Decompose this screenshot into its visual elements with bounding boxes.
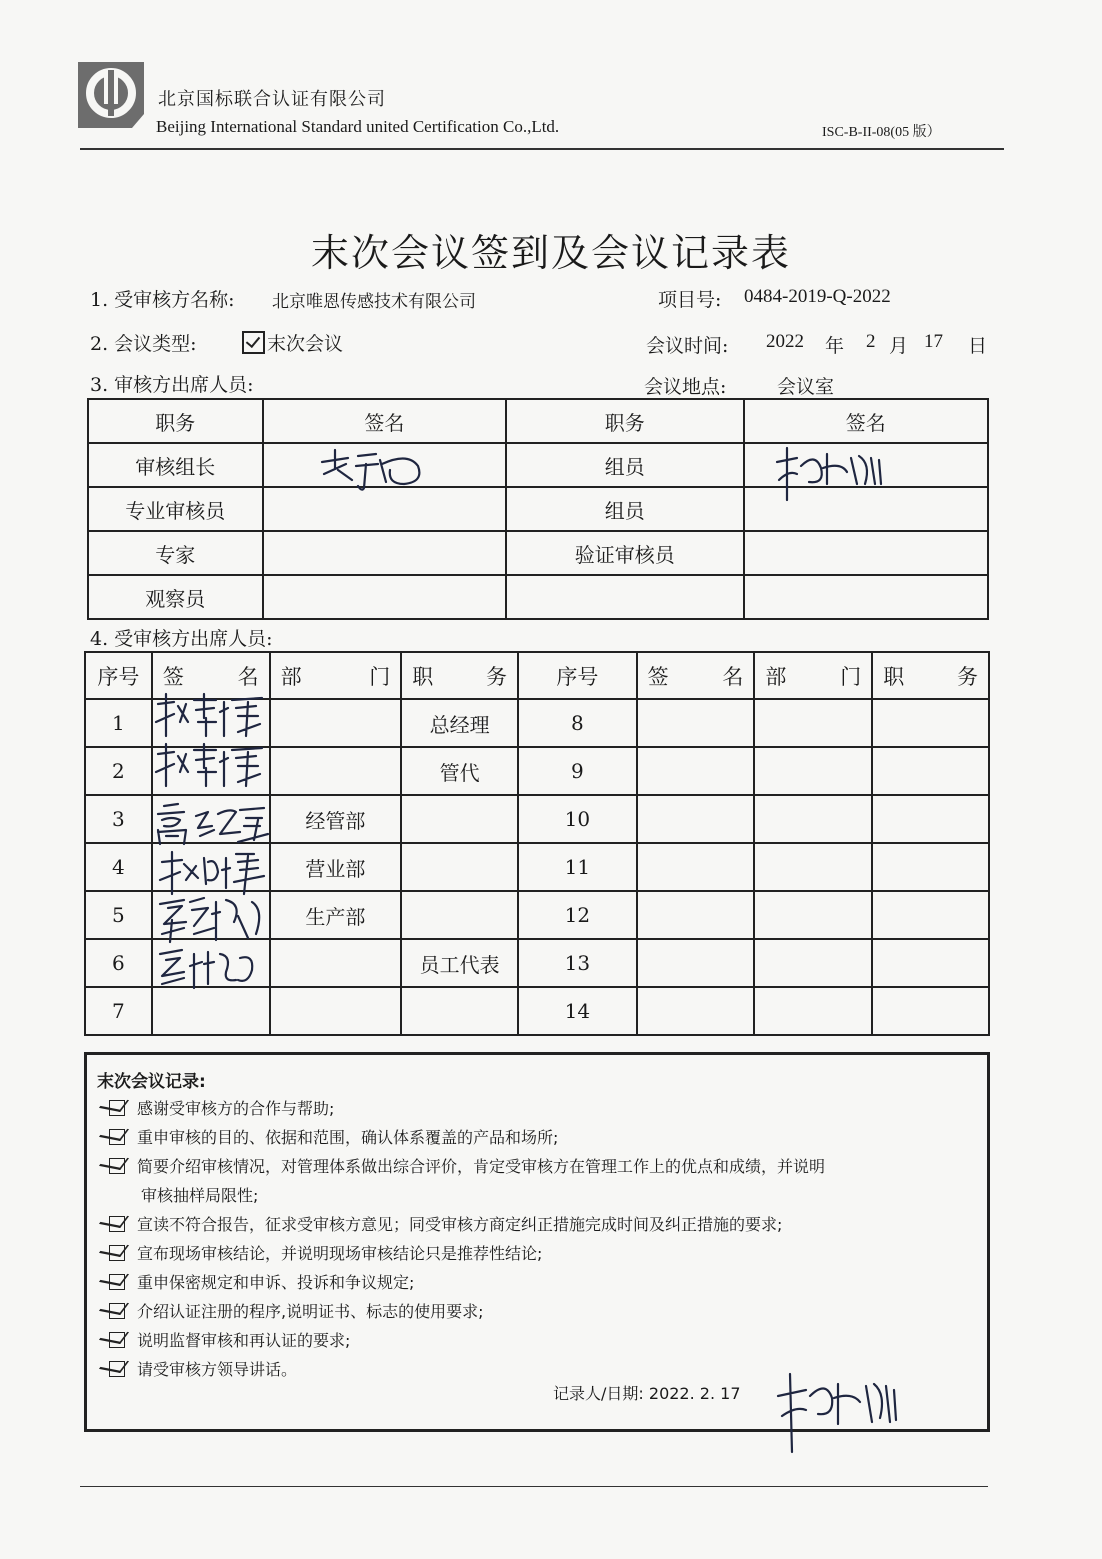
title-cell — [872, 987, 989, 1035]
role-cell: 审核组长 — [88, 443, 263, 487]
checkbox-icon — [109, 1158, 125, 1174]
row-number-cell: 6 — [85, 939, 152, 987]
checklist-item-text: 简要介绍审核情况，对管理体系做出综合评价，肯定受审核方在管理工作上的优点和成绩，并说明 — [137, 1157, 826, 1176]
footer-divider — [80, 1486, 988, 1487]
auditor-section-title: 3. 审核方出席人员: — [90, 374, 254, 396]
signature-recorder — [776, 1366, 906, 1456]
signature-cell — [637, 891, 755, 939]
signature-row-5 — [154, 894, 270, 946]
recorder-label: 记录人/日期: — [553, 1384, 644, 1403]
row-number-cell: 1 — [85, 699, 152, 747]
title-cell — [872, 843, 989, 891]
department-cell — [270, 699, 402, 747]
header-text: 务 — [486, 664, 508, 689]
department-cell — [270, 987, 402, 1035]
signature-cell — [637, 795, 755, 843]
auditor-attendance-table — [87, 398, 989, 620]
title-cell — [401, 795, 518, 843]
department-cell: 经管部 — [270, 795, 402, 843]
row-number-cell: 2 — [85, 747, 152, 795]
checklist-item-text: 宣布现场审核结论，并说明现场审核结论只是推荐性结论; — [137, 1244, 543, 1263]
table-row — [88, 575, 988, 619]
role-cell: 专业审核员 — [88, 487, 263, 531]
checklist-item — [109, 1326, 979, 1355]
checkbox-icon — [109, 1216, 125, 1232]
header-text: 职 — [412, 664, 434, 689]
auditee-name-label: 1. 受审核方名称: — [90, 289, 235, 311]
row-number-cell: 3 — [85, 795, 152, 843]
department-cell: 营业部 — [270, 843, 402, 891]
signature-row-1 — [152, 692, 270, 740]
checkbox-icon — [109, 1274, 125, 1290]
row-number-cell: 4 — [85, 843, 152, 891]
checkbox-icon — [109, 1361, 125, 1377]
header-divider — [80, 148, 1004, 150]
title-cell: 员工代表 — [401, 939, 518, 987]
department-cell — [754, 891, 872, 939]
role-cell — [506, 575, 743, 619]
header-text: 职 — [883, 664, 905, 689]
signature-row-4 — [154, 848, 272, 898]
header-role: 职务 — [506, 399, 743, 443]
meeting-type-value: 末次会议 — [267, 333, 344, 355]
title-cell: 管代 — [401, 747, 518, 795]
meeting-type-checkbox — [242, 331, 265, 354]
signature-cell — [744, 575, 988, 619]
department-cell — [754, 843, 872, 891]
meeting-time-label: 会议时间: — [646, 335, 729, 357]
checklist-item-text: 介绍认证注册的程序,说明证书、标志的使用要求; — [137, 1302, 484, 1321]
recorder-date: 2022. 2. 17 — [648, 1384, 741, 1403]
header-signature: 签名 — [263, 399, 506, 443]
checklist-item — [109, 1123, 979, 1152]
header-text: 签 — [162, 664, 184, 689]
title-cell — [872, 795, 989, 843]
signature-cell — [637, 843, 755, 891]
header-department — [270, 652, 402, 699]
header-text: 部 — [765, 664, 787, 689]
header-no: 序号 — [85, 652, 152, 699]
role-cell: 专家 — [88, 531, 263, 575]
title-cell — [401, 843, 518, 891]
checkbox-icon — [109, 1129, 125, 1145]
table-row — [88, 531, 988, 575]
checklist-item-continuation: 审核抽样局限性; — [141, 1186, 259, 1205]
meeting-day: 17 — [924, 331, 943, 352]
checkbox-icon — [109, 1100, 125, 1116]
signature-cell — [637, 699, 755, 747]
title-cell — [872, 747, 989, 795]
meeting-day-unit: 日 — [968, 335, 988, 357]
signature-row-2 — [152, 742, 270, 790]
page-title: 末次会议签到及会议记录表 — [310, 231, 791, 275]
meeting-year: 2022 — [766, 331, 804, 352]
row-number-cell: 8 — [518, 699, 637, 747]
department-cell — [754, 795, 872, 843]
table-row — [85, 987, 989, 1035]
meeting-type-label: 2. 会议类型: — [90, 333, 197, 355]
title-cell — [872, 699, 989, 747]
signature-cell — [637, 747, 755, 795]
signature-member — [775, 444, 885, 504]
checklist-item — [109, 1297, 979, 1326]
row-number-cell: 10 — [518, 795, 637, 843]
header-role: 职务 — [88, 399, 263, 443]
meeting-year-unit: 年 — [825, 335, 845, 357]
table-header-row — [88, 399, 988, 443]
company-name-en: Beijing International Standard united Certification Co.,Ltd. — [156, 117, 560, 136]
header-no: 序号 — [518, 652, 637, 699]
checklist-item-text: 说明监督审核和再认证的要求; — [137, 1331, 351, 1350]
signature-cell — [263, 531, 506, 575]
header-title — [872, 652, 989, 699]
meeting-location-value: 会议室 — [777, 376, 835, 398]
meeting-month-unit: 月 — [889, 335, 909, 357]
signature-cell — [263, 575, 506, 619]
checklist-item-text: 请受审核方领导讲话。 — [137, 1360, 298, 1379]
checklist-item — [109, 1094, 979, 1123]
header-title — [401, 652, 518, 699]
row-number-cell: 7 — [85, 987, 152, 1035]
meeting-month: 2 — [866, 331, 876, 352]
header-text: 签 — [647, 664, 669, 689]
row-number-cell: 9 — [518, 747, 637, 795]
form-code: ISC-B-II-08(05 版） — [822, 125, 941, 140]
title-cell — [872, 891, 989, 939]
row-number-cell: 14 — [518, 987, 637, 1035]
department-cell — [270, 747, 402, 795]
role-cell: 验证审核员 — [506, 531, 743, 575]
auditee-name-value: 北京唯恩传感技术有限公司 — [272, 292, 476, 312]
role-cell: 组员 — [506, 487, 743, 531]
checklist-item-text: 重申保密规定和申诉、投诉和争议规定; — [137, 1273, 415, 1292]
department-cell — [754, 987, 872, 1035]
checklist-item-text: 感谢受审核方的合作与帮助; — [137, 1099, 335, 1118]
row-number-cell: 12 — [518, 891, 637, 939]
header-text: 务 — [957, 664, 978, 689]
project-number-value: 0484-2019-Q-2022 — [744, 286, 891, 307]
department-cell — [754, 699, 872, 747]
role-cell: 观察员 — [88, 575, 263, 619]
header-text: 门 — [840, 664, 862, 689]
signature-cell — [637, 939, 755, 987]
header-signature: 签名 — [744, 399, 988, 443]
signature-cell — [744, 531, 988, 575]
row-number-cell: 11 — [518, 843, 637, 891]
signature-row-6 — [154, 944, 264, 994]
role-cell: 组员 — [506, 443, 743, 487]
header-department — [754, 652, 872, 699]
department-cell: 生产部 — [270, 891, 402, 939]
company-logo — [76, 60, 146, 130]
auditee-section-title: 4. 受审核方出席人员: — [90, 628, 273, 650]
department-cell — [754, 747, 872, 795]
meeting-location-label: 会议地点: — [644, 376, 727, 398]
recorder-line — [553, 1381, 741, 1404]
title-cell — [401, 987, 518, 1035]
checklist-item-text: 重申审核的目的、依据和范围，确认体系覆盖的产品和场所; — [137, 1128, 559, 1147]
header-text: 部 — [280, 664, 302, 689]
header-signature — [637, 652, 755, 699]
checklist-item — [109, 1152, 979, 1210]
project-number-label: 项目号: — [658, 289, 722, 311]
department-cell — [270, 939, 402, 987]
header-text: 门 — [369, 664, 391, 689]
signature-cell — [637, 987, 755, 1035]
company-name-cn: 北京国标联合认证有限公司 — [158, 89, 386, 110]
checkbox-icon — [109, 1332, 125, 1348]
checklist-item — [109, 1268, 979, 1297]
meeting-type-option — [242, 329, 343, 356]
signature-row-3 — [154, 800, 272, 846]
checklist-item-text: 宣读不符合报告，征求受审核方意见；同受审核方商定纠正措施完成时间及纠正措施的要求; — [137, 1215, 783, 1234]
row-number-cell: 5 — [85, 891, 152, 939]
checklist-item — [109, 1239, 979, 1268]
checkbox-icon — [109, 1245, 125, 1261]
checkbox-icon — [109, 1303, 125, 1319]
title-cell — [872, 939, 989, 987]
header-text: 名 — [237, 664, 259, 689]
title-cell — [401, 891, 518, 939]
header-text: 名 — [722, 664, 744, 689]
signature-team-leader — [318, 446, 428, 494]
department-cell — [754, 939, 872, 987]
signature-cell — [152, 987, 270, 1035]
title-cell: 总经理 — [401, 699, 518, 747]
notes-title: 末次会议记录: — [97, 1072, 206, 1092]
row-number-cell: 13 — [518, 939, 637, 987]
checklist-item — [109, 1210, 979, 1239]
